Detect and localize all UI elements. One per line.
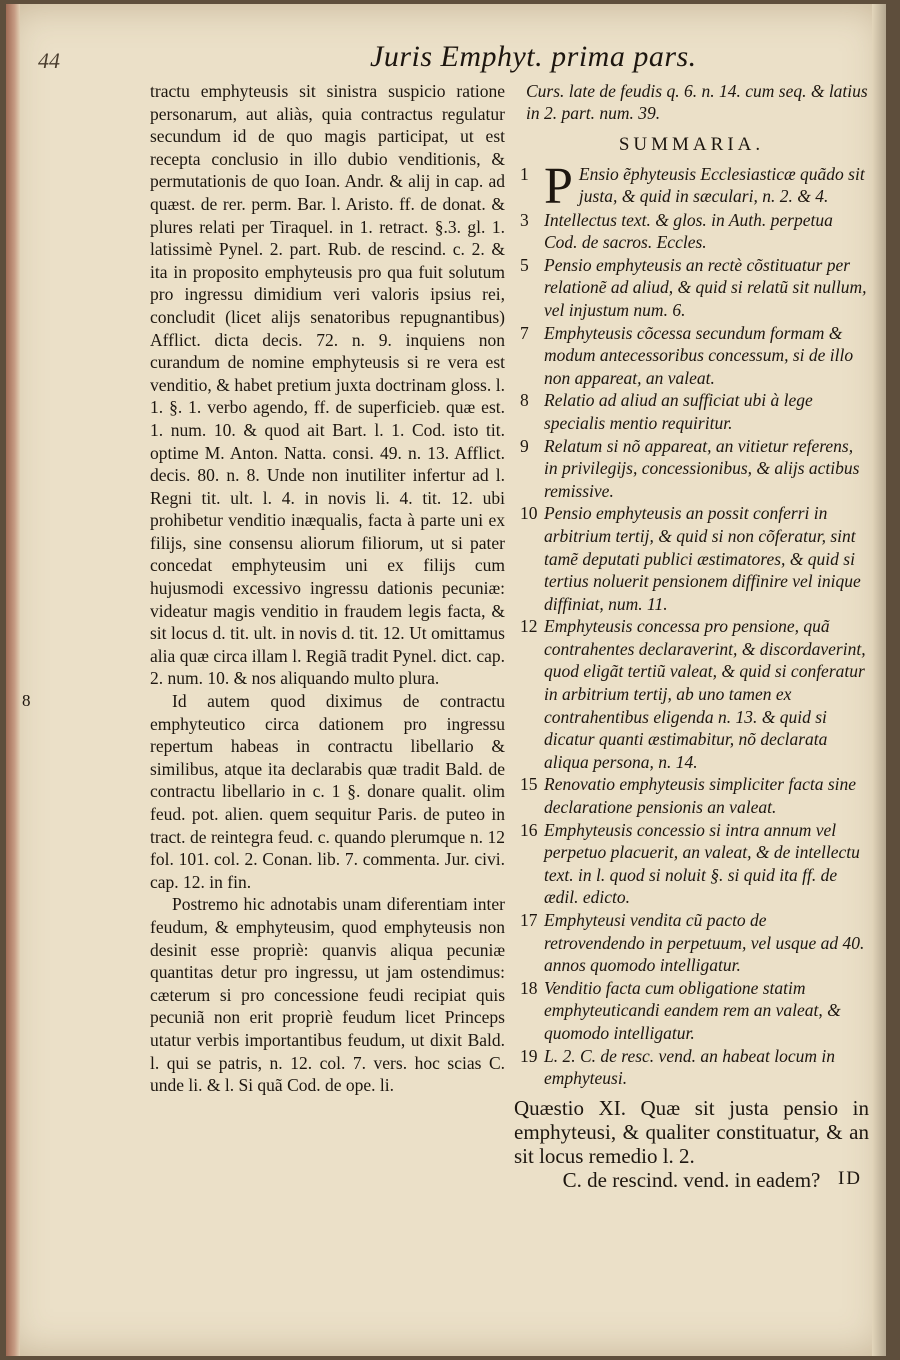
margin-number-8: 8 [22, 691, 31, 711]
item-text: Venditio facta cum obligatione statim emphyteuticandi eandem rem an valeat, & quomodo intelligatur. [544, 977, 841, 1043]
item-text: Emphyteusis cõcessa secundum formam & modum antecessoribus concessum, si de illo non appareat, an valeat. [544, 322, 854, 388]
left-column [22, 80, 505, 1097]
item-number: 9 [520, 435, 529, 456]
drop-cap: P [544, 157, 573, 215]
item-number: 8 [520, 390, 529, 411]
page-edge-left [6, 4, 20, 1356]
catchword: ID [837, 1168, 862, 1189]
summary-item [514, 435, 869, 503]
item-text: Renovatio emphyteusis simpliciter facta sine declaratione pensionis an valeat. [544, 774, 857, 818]
item-number: 17 [520, 910, 538, 930]
summary-item [514, 909, 869, 977]
summary-item [514, 157, 869, 215]
page-number: 44 [38, 48, 60, 73]
citation: Curs. late de feudis q. 6. n. 14. cum seq. & latius in 2. part. num. 39. [526, 81, 868, 123]
page-edge-right [872, 4, 886, 1356]
paragraph-8 [22, 690, 505, 893]
item-number: 1 [520, 163, 529, 184]
item-text: Emphyteusis concessa pro pensione, quã contrahentes declaraverint, & discordaverint, quod eligãt tertiũ valeat, & quid si conferatur in arbitrium tertij, ab uno tamen ex contrahentibus eligenda n. 13. & quid si dicatur quanti æstimabitur, nõ declarata aliqua persona, n. 14. [544, 616, 866, 772]
summary-item [514, 615, 869, 773]
question-heading [514, 1096, 869, 1192]
summary-item [514, 977, 869, 1045]
item-number: 18 [520, 977, 538, 998]
item-number: 3 [520, 209, 529, 230]
paragraph-final: Postremo hic adnotabis unam diferentiam inter feudum, & emphyteusim, quod emphyteusis non desinit esse propriè: quanvis aliqua pecuniæ quantitas detur pro ingressu, ut jam ostendimus: cæterum si pro concessione feudi recipiat quis pecuniã non erit propriè feudum licet Princeps utatur verbis importantibus feudum, ut dixit Bald. l. qui se patris, n. 12. col. 7. vers. hoc scias C. unde li. & l. Si quã Cod. de ope. li. [150, 894, 505, 1096]
summary-item [514, 502, 869, 615]
item-text: Pensio emphyteusis an rectè cõstituatur per relationẽ ad aliud, & quid si relatũ sit nullum, vel injustum num. 6. [544, 254, 867, 320]
running-head: Juris Emphyt. prima pars. [370, 40, 697, 73]
item-number: 5 [520, 254, 529, 275]
summary-item [514, 322, 869, 390]
summary-item [514, 209, 869, 254]
item-number: 7 [520, 322, 529, 343]
item-number: 10 [520, 503, 538, 524]
summary-item [514, 819, 869, 909]
summaria-heading: SUMMARIA. [618, 134, 765, 155]
summaria-list [514, 157, 869, 1090]
item-text: Intellectus text. & glos. in Auth. perpetua Cod. de sacros. Eccles. [544, 209, 833, 253]
item-text: Emphyteusis concessio si intra annum vel perpetuo placuerit, an valeat, & de intellectu text. in l. quod si noluit §. si quid ita ff. de ædil. edicto. [544, 819, 860, 908]
summary-item [514, 254, 869, 322]
item-text: Pensio emphyteusis an possit conferri in arbitrium tertij, & quid si non cõferatur, sint tamẽ deputati publici æstimatores, & quid si tertius noluerit pensionem diffinire vel inique diffiniat, num. 11. [544, 503, 861, 614]
item-text: Emphyteusi vendita cũ pacto de retrovendendo in perpetuum, vel usque ad 40. annos quomodo intelligatur. [544, 910, 865, 976]
question-text-last-line: C. de rescind. vend. in eadem? [562, 1167, 821, 1192]
item-number: 16 [520, 819, 538, 840]
summary-item [514, 1045, 869, 1090]
summary-item [514, 773, 869, 818]
summary-item [514, 389, 869, 434]
paragraph-continued: tractu emphyteusis sit sinistra suspicio ratione personarum, aut aliàs, quia contractus regulatur secundum id de quo magis participat, ut est recepta conclusio in illo dubio venditionis, & permutationis de quo Ioan. Andr. & alij in cap. ad quæst. de rer. perm. Bar. l. Aristo. ff. de donat. & plures relati per Tiraquel. in 1. retract. §.3. gl. 1. latissimè Pynel. 2. part. Rub. de rescind. c. 2. & ita in proposito emphyteusis pro qua fuit solutum pro ingressu dimidium veri valoris ipsius rei, concludit (licet alijs senatoribus repugnantibus) Afflict. dicta decis. 72. n. 9. inquiens non curandum de nomine emphyteusis si re vera est venditio, & habet pretium juxta doctrinam gloss. l. 1. §. 1. verbo agendo, ff. de superficieb. quæ est. 1. num. 10. & quod ait Bart. l. 1. Cod. isto tit. optime M. Anton. Natta. consi. 49. n. 13. Afflict. decis. 80. n. 8. Unde non inutiliter infertur ad l. Regni tit. ult. l. 4. in novis li. 4. tit. 12. ubi prohibetur venditio inæqualis, facta à parte uni ex filijs, sine consensu aliorum filiorum, ut si pater concedat emphyteusim uni ex filijs cum hujusmodi excessivo ingressu dationis pecuniæ: videatur magis venditio in fraudem legis facta, & sit locus d. tit. ult. in novis d. tit. 12. Ut omittamus alia quæ circa illam l. Regiã tradit Pynel. dict. cap. 2. num. 10. & nos aliquando multo plura. [150, 81, 505, 689]
question-text: Quæstio XI. Quæ sit justa pensio in emphyteusi, & qualiter constituatur, & an sit locus remedio l. 2. [514, 1095, 869, 1168]
item-text: Relatum si nõ appareat, an vitietur referens, in privilegijs, concessionibus, & alijs actibus remissive. [544, 435, 860, 501]
item-text: Relatio ad aliud an sufficiat ubi à lege specialis mentio requiritur. [544, 390, 813, 433]
item-number: 12 [520, 616, 538, 637]
item-text: Ensio ẽphyteusis Ecclesiasticæ quãdo sit justa, & quid in sæculari, n. 2. & 4. [578, 163, 865, 207]
paragraph-8-text: Id autem quod diximus de contractu emphyteutico circa dationem pro ingressu repertum habeas in contractu libellario & similibus, atque ita declarabis quæ tradit Bald. de contractu libellario in c. 1 §. donare qualit. olim feud. pot. alien. quem sequitur Paris. de puteo in tract. de reintegra feud. c. quando plerumque n. 12 fol. 101. col. 2. Conan. lib. 7. commenta. Jur. civi. cap. 12. in fin. [150, 691, 505, 892]
item-number: 15 [520, 774, 538, 795]
item-number: 19 [520, 1045, 538, 1066]
item-text: L. 2. C. de resc. vend. an habeat locum in emphyteusi. [544, 1045, 835, 1089]
right-column [514, 80, 869, 1192]
